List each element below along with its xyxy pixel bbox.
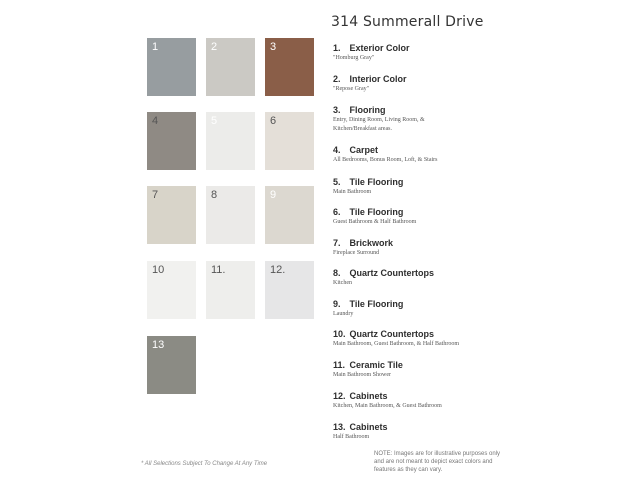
item-description: Kitchen <box>333 280 352 286</box>
swatch-number: 4 <box>152 115 159 127</box>
item-description: Laundry <box>333 311 354 317</box>
item-name: Tile Flooring <box>349 299 404 309</box>
item-number: 3. <box>333 105 341 115</box>
item-number: 9. <box>333 299 341 309</box>
item-number: 12. <box>333 391 346 401</box>
item-name: Interior Color <box>349 74 407 84</box>
item-number: 4. <box>333 145 341 155</box>
item-name: Brickwork <box>349 238 394 248</box>
item-name: Cabinets <box>349 422 388 432</box>
swatch-9 <box>265 186 314 244</box>
illustrative-note: NOTE: Images are for illustrative purposes only and are not meant to depict exact colors and features as they can vary. <box>374 451 501 473</box>
swatch-2 <box>206 38 255 96</box>
swatch-number: 12. <box>270 264 286 276</box>
item-number: 6. <box>333 207 341 217</box>
item-number: 11. <box>333 360 346 370</box>
item-name: Tile Flooring <box>349 207 404 217</box>
list-item <box>333 177 633 197</box>
list-item <box>333 145 633 165</box>
item-description: Main Bathroom, Guest Bathroom, & Half Bathroom <box>333 341 459 347</box>
item-description: "Repose Gray" <box>333 86 370 92</box>
item-name: Quartz Countertops <box>349 329 435 339</box>
item-description: Fireplace Surround <box>333 250 380 256</box>
swatch-number: 11. <box>211 264 226 276</box>
list-item <box>333 299 633 319</box>
list-item <box>333 391 633 411</box>
swatch-10 <box>147 261 196 319</box>
item-name: Quartz Countertops <box>349 268 435 278</box>
swatch-13 <box>147 336 196 394</box>
swatch-8 <box>206 186 255 244</box>
list-item <box>333 74 633 94</box>
swatch-1 <box>147 38 196 96</box>
swatch-number: 2 <box>211 41 218 53</box>
list-item <box>333 207 633 227</box>
selections-footnote: * All Selections Subject To Change At Any Time <box>141 461 268 467</box>
item-description: Half Bathroom <box>333 434 370 440</box>
item-description: All Bedrooms, Bonus Room, Loft, & Stairs <box>333 157 438 163</box>
item-description: "Homburg Gray" <box>333 55 375 61</box>
item-description: Guest Bathroom & Half Bathroom <box>333 219 417 225</box>
swatch-number: 8 <box>211 189 218 201</box>
item-number: 1. <box>333 43 341 53</box>
page-title: 314 Summerall Drive <box>331 14 484 30</box>
item-number: 8. <box>333 268 341 278</box>
list-item <box>333 329 633 349</box>
swatch-number: 3 <box>270 41 277 53</box>
swatch-number: 6 <box>270 115 277 127</box>
item-name: Tile Flooring <box>349 177 404 187</box>
list-item <box>333 268 633 288</box>
item-number: 2. <box>333 74 341 84</box>
swatch-6 <box>265 112 314 170</box>
swatch-number: 9 <box>270 189 277 201</box>
item-description: Kitchen, Main Bathroom, & Guest Bathroom <box>333 403 442 409</box>
item-name: Cabinets <box>349 391 388 401</box>
swatch-number: 13 <box>152 339 165 351</box>
item-description: Entry, Dining Room, Living Room, & Kitchen/Breakfast areas. <box>333 117 425 132</box>
swatch-11 <box>206 261 255 319</box>
item-number: 13. <box>333 422 346 432</box>
item-name: Carpet <box>349 145 379 155</box>
swatch-7 <box>147 186 196 244</box>
item-name: Flooring <box>349 105 386 115</box>
list-item <box>333 105 633 134</box>
item-number: 10. <box>333 329 346 339</box>
swatch-5 <box>206 112 255 170</box>
swatch-number: 5 <box>211 115 218 127</box>
item-name: Ceramic Tile <box>349 360 403 370</box>
item-description: Main Bathroom <box>333 189 372 195</box>
swatch-number: 7 <box>152 189 159 201</box>
list-item <box>333 238 633 258</box>
list-item <box>333 43 633 63</box>
swatch-4 <box>147 112 196 170</box>
item-name: Exterior Color <box>349 43 410 53</box>
swatch-number: 10 <box>152 264 165 276</box>
item-number: 5. <box>333 177 341 187</box>
swatch-12 <box>265 261 314 319</box>
swatch-number: 1 <box>152 41 159 53</box>
list-item <box>333 360 633 380</box>
item-description: Main Bathroom Shower <box>333 372 391 378</box>
swatch-3 <box>265 38 314 96</box>
list-item <box>333 422 633 442</box>
item-number: 7. <box>333 238 341 248</box>
